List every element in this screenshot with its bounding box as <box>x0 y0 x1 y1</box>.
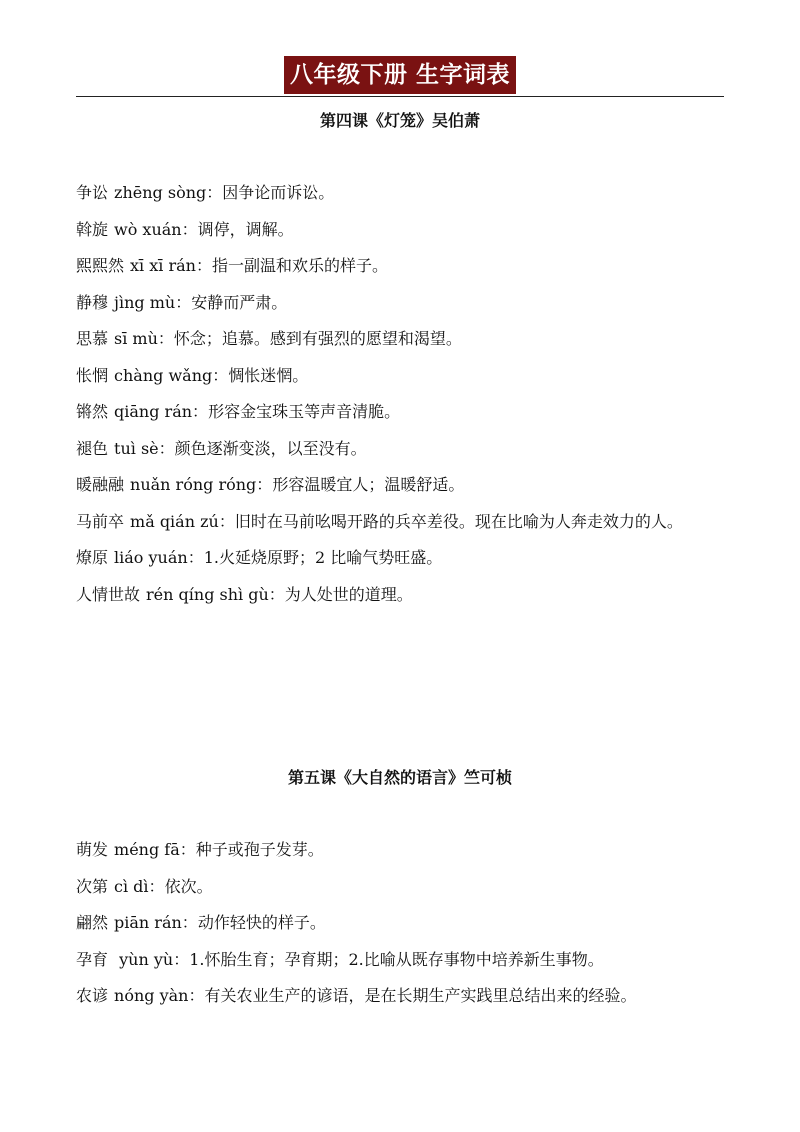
vocab-pinyin: cì dì <box>114 876 149 896</box>
vocab-word: 燎原 <box>76 548 109 567</box>
vocab-entry <box>76 358 726 395</box>
lesson-title: 第四课《灯笼》吴伯萧 <box>319 111 480 130</box>
vocab-entry <box>76 540 726 577</box>
vocab-definition: 安静而严肃。 <box>191 292 288 312</box>
vocab-definition: 种子或孢子发芽。 <box>195 840 324 859</box>
vocab-pinyin: jìng mù <box>114 292 176 312</box>
vocab-pinyin: xī xī rán <box>130 256 196 275</box>
page-header <box>0 56 800 94</box>
vocab-separator: ： <box>192 402 209 421</box>
vocab-word: 褪色 <box>76 438 109 458</box>
vocab-word: 马前卒 <box>76 511 125 531</box>
vocab-word: 次第 <box>76 876 109 896</box>
page-title: 八年级下册 生字词表 <box>284 56 516 94</box>
vocab-separator: ： <box>148 876 165 896</box>
vocab-pinyin: tuì sè <box>114 438 159 458</box>
vocab-separator: ： <box>256 475 273 494</box>
vocab-separator: ： <box>187 548 204 567</box>
vocab-definition: 因争论而诉讼。 <box>222 183 335 202</box>
vocab-definition: 旧时在马前吆喝开路的兵卒差役。现在比喻为人奔走效力的人。 <box>234 511 683 531</box>
vocab-definition: 为人处世的道理。 <box>284 584 413 604</box>
vocab-pinyin: qiāng rán <box>114 402 193 421</box>
vocab-entry <box>76 978 726 1015</box>
vocab-word: 怅惘 <box>76 365 109 385</box>
vocab-entry <box>76 394 726 431</box>
vocab-entry <box>76 321 726 358</box>
vocab-separator: ： <box>181 219 198 239</box>
vocab-definition: 怀念；追慕。感到有强烈的愿望和渴望。 <box>173 329 462 348</box>
vocab-definition: 形容金宝珠玉等声音清脆。 <box>208 402 401 421</box>
vocab-entry <box>76 431 726 468</box>
vocab-entry <box>76 285 726 322</box>
vocab-list <box>76 832 726 1015</box>
vocab-word: 孕育 <box>76 949 109 969</box>
vocab-separator: ： <box>206 183 223 202</box>
vocab-separator: ： <box>179 840 196 859</box>
vocab-entry <box>76 832 726 869</box>
vocab-separator: ： <box>268 584 285 604</box>
vocab-entry <box>76 577 726 614</box>
vocab-list <box>76 175 726 613</box>
vocab-word: 斡旋 <box>76 219 109 239</box>
vocab-definition: 惆怅迷惘。 <box>228 365 309 385</box>
vocab-entry <box>76 942 726 979</box>
vocab-separator: ： <box>157 329 174 348</box>
vocab-word: 锵然 <box>76 402 109 421</box>
vocab-word: 萌发 <box>76 840 109 859</box>
vocab-entry <box>76 175 726 212</box>
vocab-separator: ： <box>218 511 235 531</box>
vocab-definition: 形容温暖宜人；温暖舒适。 <box>272 475 465 494</box>
vocab-word: 静穆 <box>76 292 109 312</box>
vocab-entry <box>76 248 726 285</box>
vocab-separator: ： <box>181 913 198 932</box>
vocab-definition: 1.怀胎生育；孕育期；2.比喻从既存事物中培养新生事物。 <box>189 949 604 969</box>
vocab-pinyin: sī mù <box>114 329 158 348</box>
vocab-separator: ： <box>158 438 175 458</box>
vocab-definition: 依次。 <box>164 876 213 896</box>
vocab-pinyin: chàng wǎng <box>114 365 213 385</box>
vocab-separator: ： <box>188 986 205 1005</box>
vocab-word: 思慕 <box>76 329 109 348</box>
vocab-entry <box>76 905 726 942</box>
vocab-pinyin: nóng yàn <box>114 986 189 1005</box>
header-divider <box>76 96 724 97</box>
lesson-title: 第五课《大自然的语言》竺可桢 <box>287 768 512 787</box>
vocab-separator: ： <box>195 256 212 275</box>
vocab-entry <box>76 504 726 541</box>
vocab-pinyin: zhēng sòng <box>114 183 207 202</box>
vocab-separator: ： <box>175 292 192 312</box>
vocab-definition: 指一副温和欢乐的样子。 <box>211 256 388 275</box>
vocab-word: 熙熙然 <box>76 256 125 275</box>
vocab-entry <box>76 869 726 906</box>
vocab-entry <box>76 212 726 249</box>
vocab-definition: 颜色逐渐变淡，以至没有。 <box>174 438 367 458</box>
vocab-pinyin: yùn yù <box>114 949 174 969</box>
vocab-pinyin: rén qíng shì gù <box>146 584 269 604</box>
vocab-definition: 有关农业生产的谚语，是在长期生产实践里总结出来的经验。 <box>204 986 637 1005</box>
vocab-pinyin: liáo yuán <box>114 548 188 567</box>
vocab-separator: ： <box>173 949 190 969</box>
vocab-separator: ： <box>212 365 229 385</box>
vocab-pinyin: mǎ qián zú <box>130 511 219 531</box>
vocab-word: 争讼 <box>76 183 109 202</box>
vocab-pinyin: nuǎn róng róng <box>130 475 257 494</box>
vocab-pinyin: piān rán <box>114 913 182 932</box>
vocab-word: 农谚 <box>76 986 109 1005</box>
vocab-word: 人情世故 <box>76 584 141 604</box>
vocab-definition: 1.火延烧原野；2 比喻气势旺盛。 <box>203 548 443 567</box>
vocab-entry <box>76 467 726 504</box>
vocab-pinyin: wò xuán <box>114 219 182 239</box>
vocab-word: 翩然 <box>76 913 109 932</box>
vocab-definition: 调停，调解。 <box>197 219 294 239</box>
vocab-pinyin: méng fā <box>114 840 180 859</box>
vocab-word: 暖融融 <box>76 475 125 494</box>
vocab-definition: 动作轻快的样子。 <box>197 913 326 932</box>
